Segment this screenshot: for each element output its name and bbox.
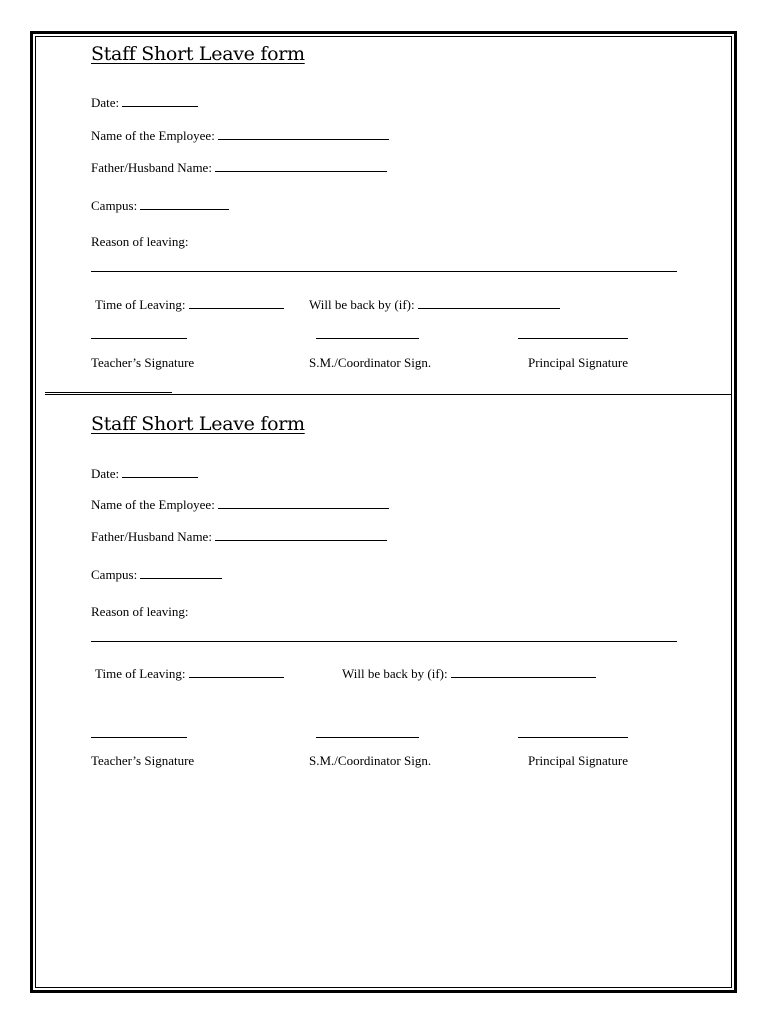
teacher-signature-label: Teacher’s Signature bbox=[91, 753, 195, 768]
campus-blank[interactable] bbox=[140, 567, 222, 579]
date-blank[interactable] bbox=[122, 95, 198, 107]
father-husband-name-field[interactable] bbox=[91, 529, 387, 545]
campus-label: Campus: bbox=[91, 198, 138, 213]
employee-name-field[interactable] bbox=[91, 128, 389, 144]
principal-signature-label: Principal Signature bbox=[528, 753, 629, 768]
employee-name-blank[interactable] bbox=[218, 128, 389, 140]
reason-blank[interactable] bbox=[91, 271, 677, 272]
father-husband-name-field[interactable] bbox=[91, 160, 387, 176]
father-husband-name-blank[interactable] bbox=[215, 529, 387, 541]
reason-blank[interactable] bbox=[91, 641, 677, 642]
campus-blank[interactable] bbox=[140, 198, 229, 210]
time-leaving-blank[interactable] bbox=[189, 666, 284, 678]
date-label: Date: bbox=[91, 466, 120, 481]
campus-label: Campus: bbox=[91, 567, 138, 582]
back-by-label: Will be back by (if): bbox=[342, 666, 448, 681]
back-by-blank[interactable] bbox=[451, 666, 596, 678]
date-field[interactable] bbox=[91, 466, 198, 482]
employee-name-field[interactable] bbox=[91, 497, 389, 513]
coordinator-signature-line[interactable] bbox=[316, 737, 419, 738]
back-by-blank[interactable] bbox=[418, 297, 560, 309]
divider-accent bbox=[45, 392, 172, 393]
principal-signature-line[interactable] bbox=[518, 338, 628, 339]
back-by-field[interactable] bbox=[309, 297, 560, 313]
date-blank[interactable] bbox=[122, 466, 198, 478]
form-title: Staff Short Leave form bbox=[91, 413, 305, 435]
employee-name-blank[interactable] bbox=[218, 497, 389, 509]
coordinator-signature-label: S.M./Coordinator Sign. bbox=[309, 355, 432, 370]
time-leaving-blank[interactable] bbox=[189, 297, 284, 309]
coordinator-signature-label: S.M./Coordinator Sign. bbox=[309, 753, 432, 768]
reason-label: Reason of leaving: bbox=[91, 604, 189, 619]
campus-field[interactable] bbox=[91, 198, 229, 214]
father-husband-name-blank[interactable] bbox=[215, 160, 387, 172]
time-leaving-label: Time of Leaving: bbox=[95, 297, 186, 312]
principal-signature-line[interactable] bbox=[518, 737, 628, 738]
employee-name-label: Name of the Employee: bbox=[91, 497, 215, 512]
date-label: Date: bbox=[91, 95, 120, 110]
employee-name-label: Name of the Employee: bbox=[91, 128, 215, 143]
father-husband-name-label: Father/Husband Name: bbox=[91, 529, 212, 544]
time-leaving-field[interactable] bbox=[95, 297, 284, 313]
back-by-field[interactable] bbox=[342, 666, 596, 682]
teacher-signature-label: Teacher’s Signature bbox=[91, 355, 195, 370]
coordinator-signature-line[interactable] bbox=[316, 338, 419, 339]
back-by-label: Will be back by (if): bbox=[309, 297, 415, 312]
time-leaving-label: Time of Leaving: bbox=[95, 666, 186, 681]
time-leaving-field[interactable] bbox=[95, 666, 284, 682]
date-field[interactable] bbox=[91, 95, 198, 111]
teacher-signature-line[interactable] bbox=[91, 338, 187, 339]
form-title: Staff Short Leave form bbox=[91, 43, 305, 65]
father-husband-name-label: Father/Husband Name: bbox=[91, 160, 212, 175]
teacher-signature-line[interactable] bbox=[91, 737, 187, 738]
reason-label: Reason of leaving: bbox=[91, 234, 189, 249]
principal-signature-label: Principal Signature bbox=[528, 355, 629, 370]
form-divider bbox=[45, 394, 732, 395]
campus-field[interactable] bbox=[91, 567, 222, 583]
